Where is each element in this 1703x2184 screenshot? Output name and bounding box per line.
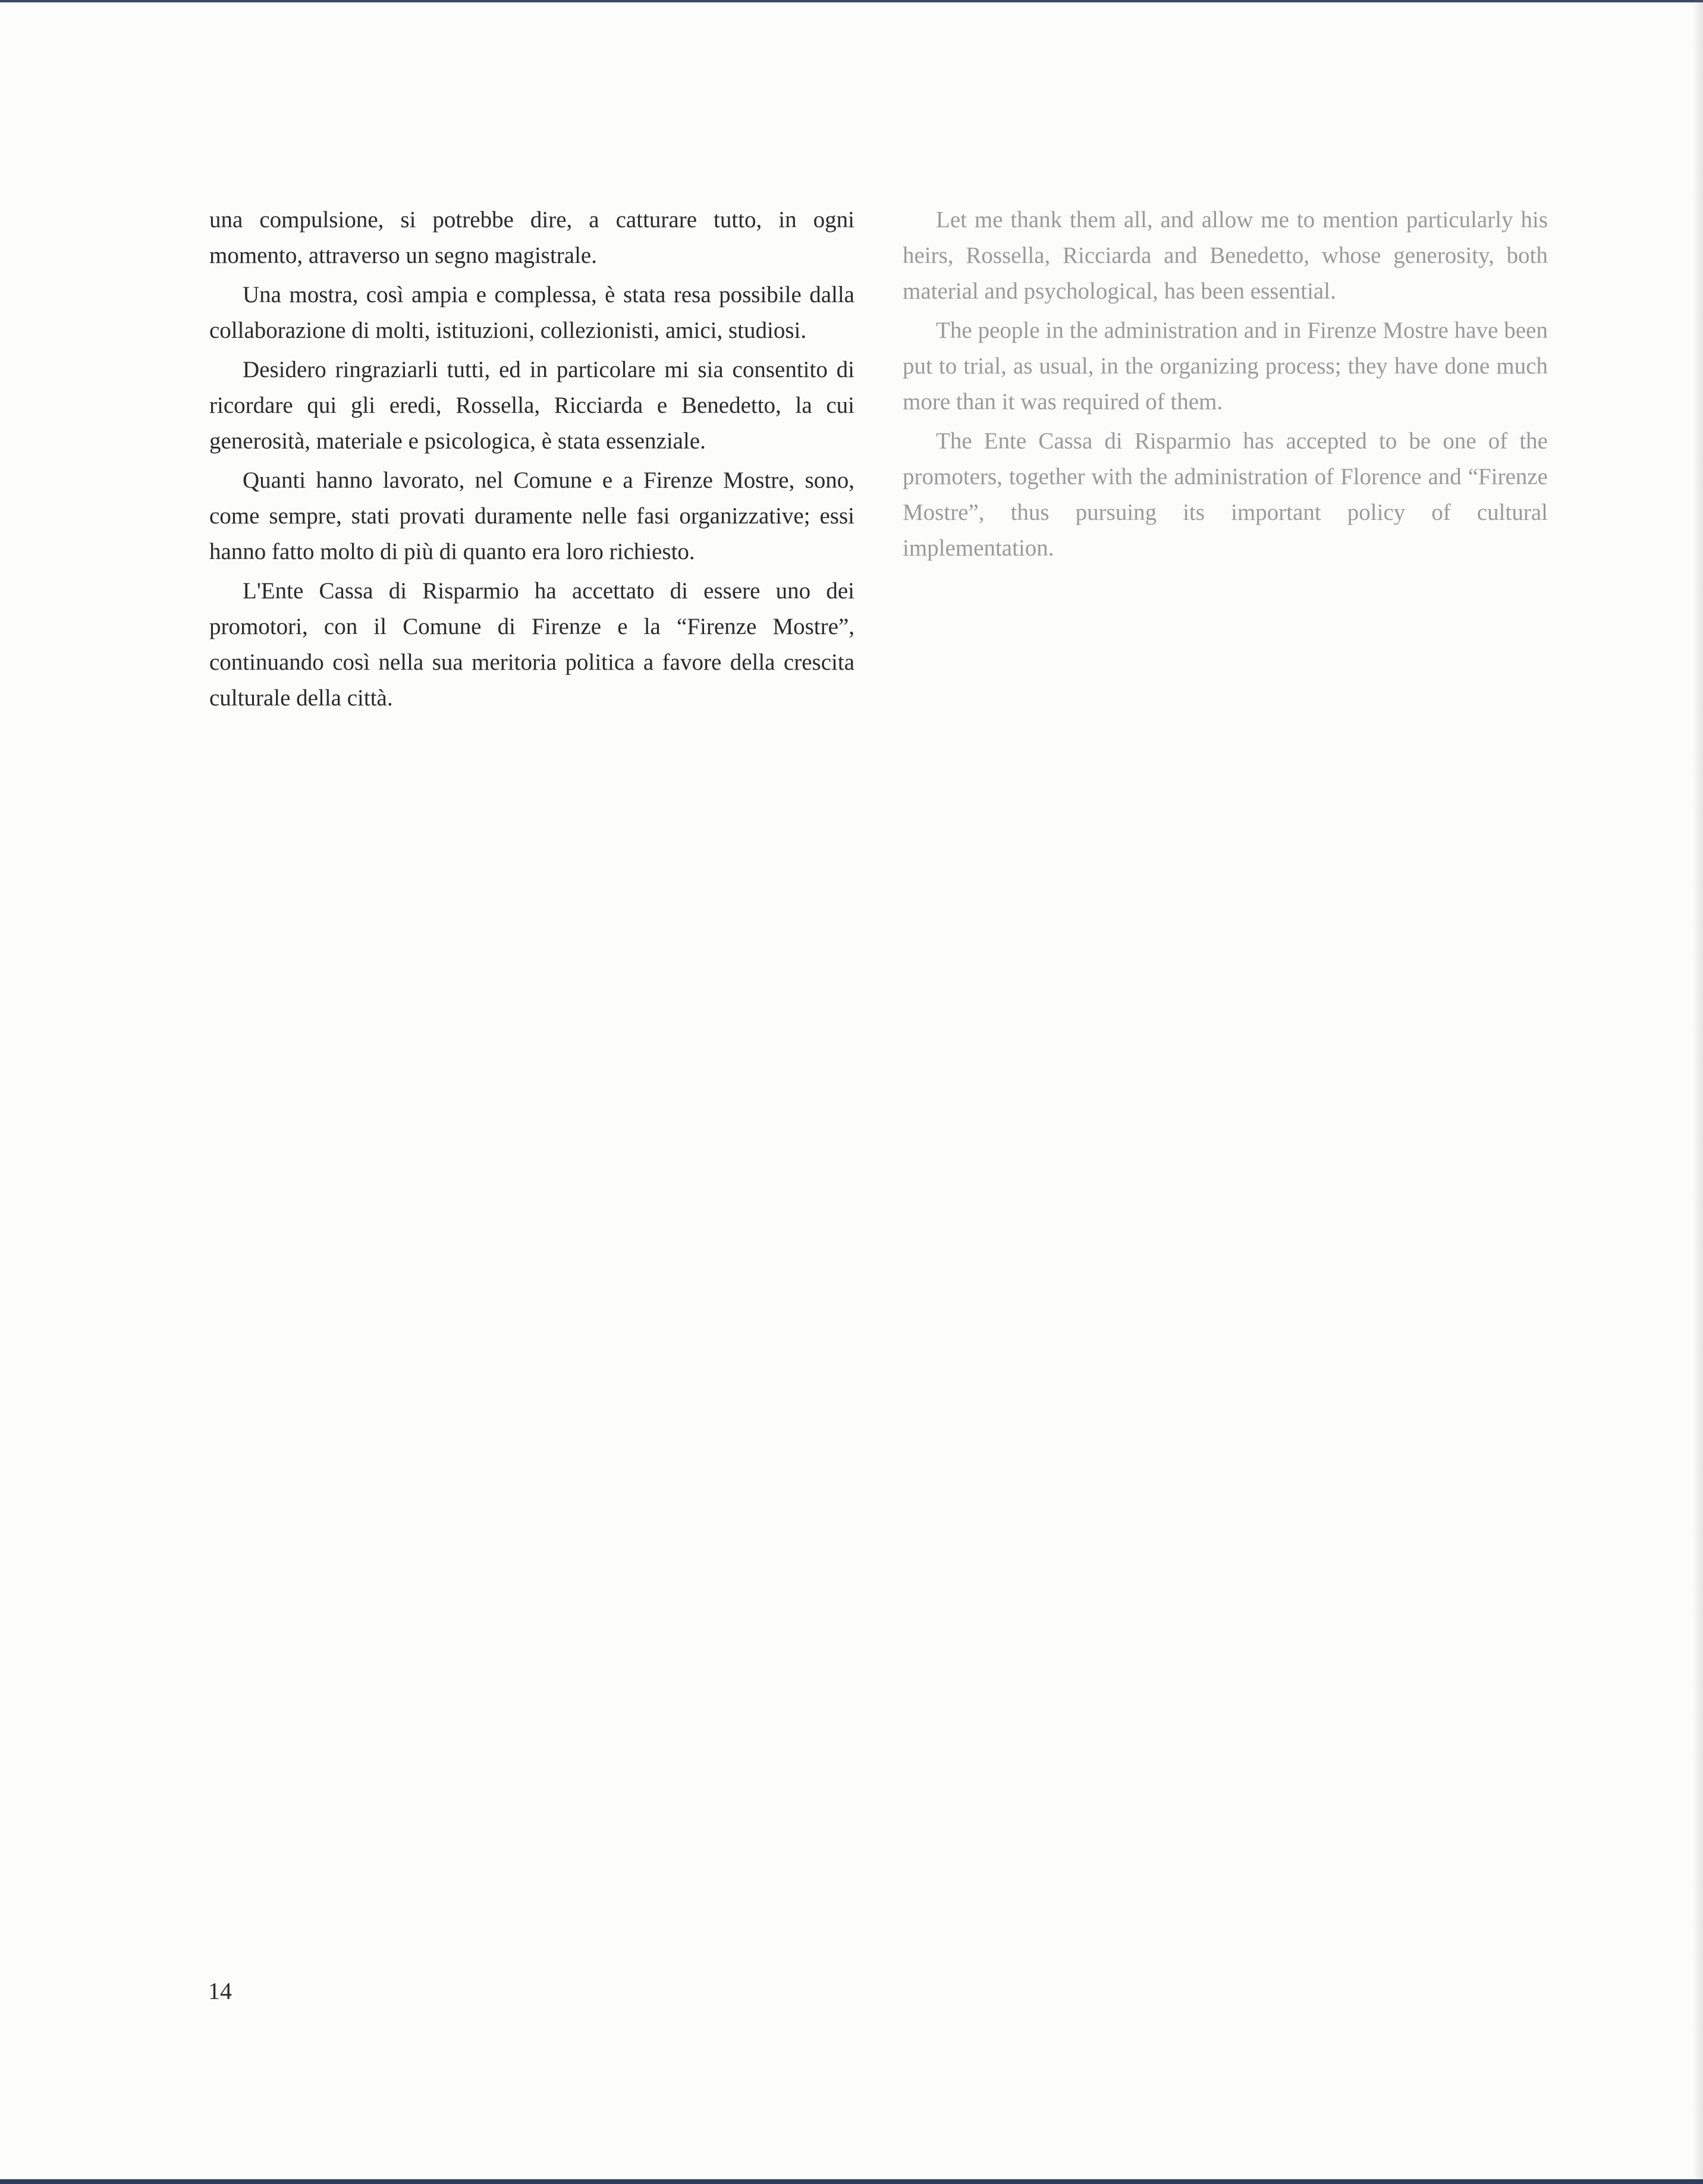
paragraph-promoters: L'Ente Cassa di Risparmio ha accettato di essere uno dei promotori, con il Comune di Firenze e la “Firenze Mostre”, continuando così nella sua meritoria politica a favore della crescita culturale della città. — [209, 578, 854, 711]
paragraph-promoters-en: The Ente Cassa di Risparmio has accepted to be one of the promoters, together with the administration of Florence and “Firenze Mostre”, thus pursuing its important policy of cultural implementation. — [903, 428, 1548, 561]
show-through-right — [903, 559, 1548, 1939]
page-number: 14 — [208, 1978, 232, 2004]
bottom-edge-rule — [0, 2179, 1703, 2184]
paragraph-thanks: Desidero ringraziarli tutti, ed in particolare mi sia consentito di ricordare qui gli eredi, Rossella, Ricciarda e Benedetto, la cui generosità, materiale e psicologica, è stata essenziale. — [209, 357, 854, 454]
paragraph-staff-en: The people in the administration and in Firenze Mostre have been put to trial, as usual, in the organizing process; they have done much more than it was required of them. — [903, 318, 1548, 415]
top-edge-rule — [0, 0, 1703, 2]
paragraph-staff: Quanti hanno lavorato, nel Comune e a Firenze Mostre, sono, come sempre, stati provati duramente nelle fasi organizzative; essi hanno fatto molto di più di quanto era loro richiesto. — [209, 467, 854, 564]
italian-text-column — [209, 202, 854, 720]
paragraph-continuation: una compulsione, si potrebbe dire, a catturare tutto, in ogni momento, attraverso un segno magistrale. — [209, 207, 854, 268]
show-through-left — [209, 743, 854, 1933]
paragraph-exhibition: Una mostra, così ampia e complessa, è stata resa possibile dalla collaborazione di molti, istituzioni, collezionisti, amici, studiosi. — [209, 282, 854, 343]
english-text-column — [903, 202, 1548, 570]
page-edge-shadow — [1692, 0, 1703, 2184]
paragraph-thanks-en: Let me thank them all, and allow me to mention particularly his heirs, Rossella, Ricciarda and Benedetto, whose generosity, both material and psychological, has been essential. — [903, 207, 1548, 304]
